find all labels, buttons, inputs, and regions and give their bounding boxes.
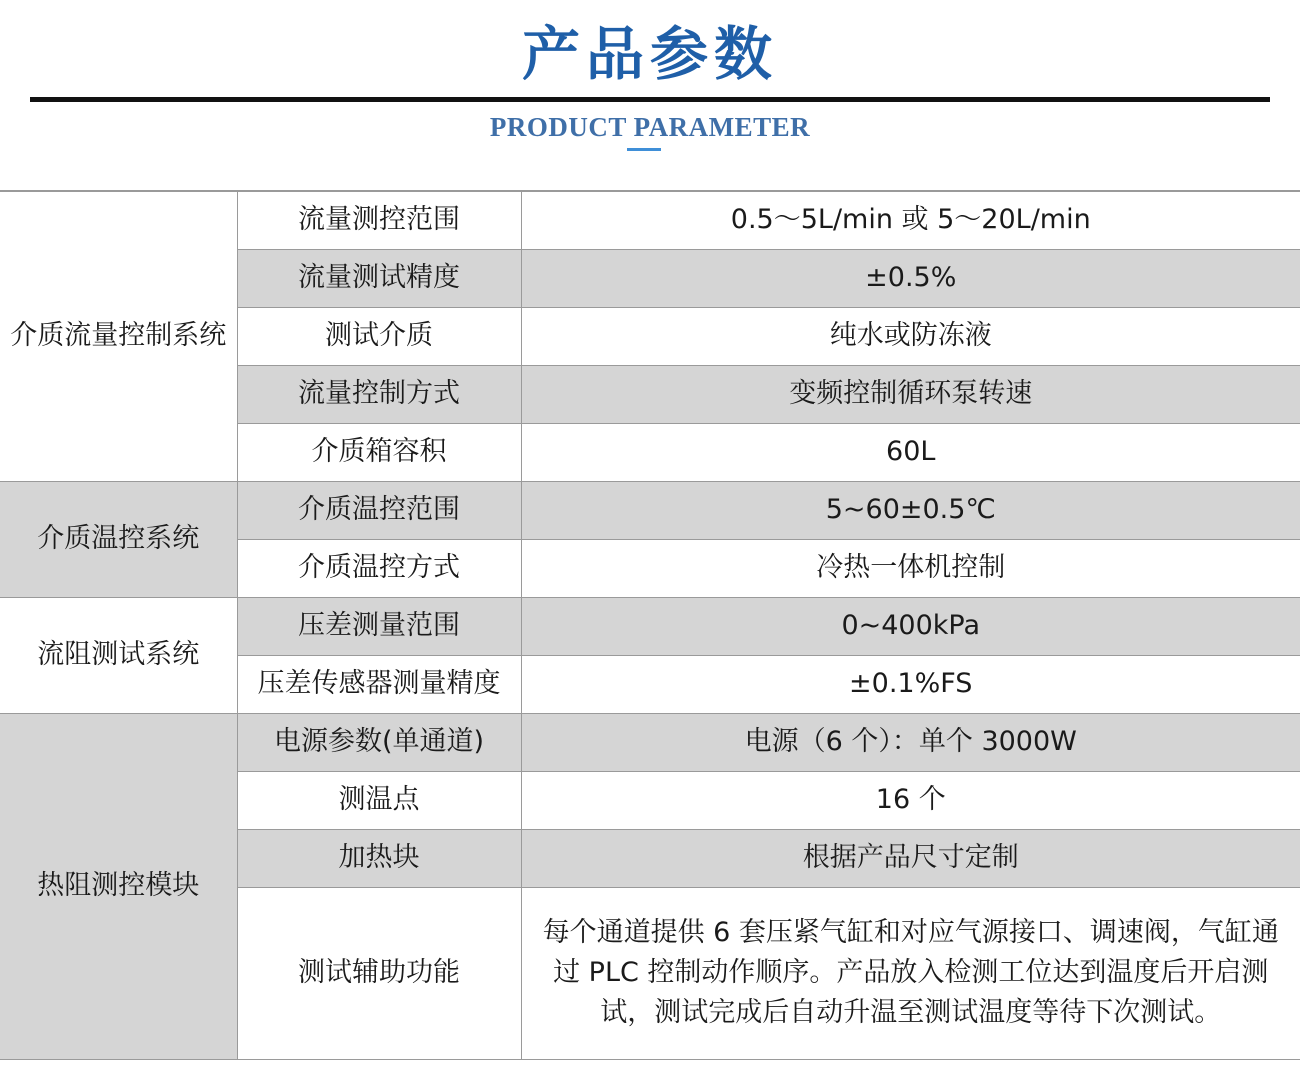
param-label: 压差测量范围 [237, 597, 521, 655]
param-label: 测试介质 [237, 307, 521, 365]
param-value: 纯水或防冻液 [521, 307, 1300, 365]
table-row [0, 713, 1300, 771]
page-subtitle: PRODUCT PARAMETER [489, 112, 811, 142]
table-row [0, 597, 1300, 655]
param-label: 测温点 [237, 771, 521, 829]
param-label: 流量控制方式 [237, 365, 521, 423]
group-name: 热阻测控模块 [0, 713, 237, 1059]
param-value: ±0.1%FS [521, 655, 1300, 713]
table-row [0, 481, 1300, 539]
param-value: 变频控制循环泵转速 [521, 365, 1300, 423]
param-label: 加热块 [237, 829, 521, 887]
param-label: 测试辅助功能 [237, 887, 521, 1059]
group-name: 介质流量控制系统 [0, 191, 237, 481]
group-name: 介质温控系统 [0, 481, 237, 597]
param-label: 介质箱容积 [237, 423, 521, 481]
title-divider [30, 97, 1270, 102]
param-value: 0~400kPa [521, 597, 1300, 655]
param-label: 流量测控范围 [237, 191, 521, 249]
param-value: 60L [521, 423, 1300, 481]
group-name: 流阻测试系统 [0, 597, 237, 713]
param-label: 流量测试精度 [237, 249, 521, 307]
parameter-table [0, 190, 1300, 1060]
param-value: 电源（6 个）：单个 3000W [521, 713, 1300, 771]
table-row [0, 191, 1300, 249]
subtitle-underline [627, 148, 661, 151]
param-label: 介质温控范围 [237, 481, 521, 539]
param-value: 根据产品尺寸定制 [521, 829, 1300, 887]
page-title: 产品参数 [521, 20, 778, 88]
param-value: 冷热一体机控制 [521, 539, 1300, 597]
param-label: 压差传感器测量精度 [237, 655, 521, 713]
param-value: 5~60±0.5℃ [521, 481, 1300, 539]
param-value: ±0.5% [521, 249, 1300, 307]
param-value: 0.5～5L/min 或 5～20L/min [521, 191, 1300, 249]
param-label: 电源参数(单通道) [237, 713, 521, 771]
param-value: 16 个 [521, 771, 1300, 829]
param-value: 每个通道提供 6 套压紧气缸和对应气源接口、调速阀，气缸通过 PLC 控制动作顺序。产品放入检测工位达到温度后开启测试，测试完成后自动升温至测试温度等待下次测试。 [521, 887, 1300, 1059]
param-label: 介质温控方式 [237, 539, 521, 597]
